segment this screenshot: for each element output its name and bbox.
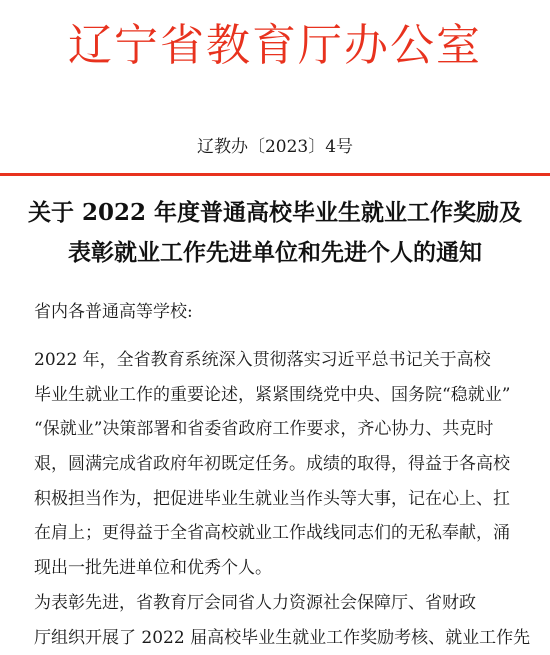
- notice-title-line-2: 表彰就业工作先进单位和先进个人的通知: [0, 233, 550, 273]
- body-line: 2022 年，全省教育系统深入贯彻落实习近平总书记关于高校: [34, 343, 546, 378]
- body-line: 毕业生就业工作的重要论述，紧紧围绕党中央、国务院“稳就业”: [34, 378, 546, 413]
- document-number: 辽教办〔2023〕4号: [0, 136, 550, 158]
- body-text: [34, 343, 546, 655]
- body-line: 现出一批先进单位和优秀个人。: [34, 551, 546, 586]
- body-line: 在肩上；更得益于全省高校就业工作战线同志们的无私奉献，涌: [34, 516, 546, 551]
- notice-title-line-1: 关于 2022 年度普通高校毕业生就业工作奖励及: [0, 193, 550, 233]
- notice-title: [0, 193, 550, 273]
- red-separator-line: [0, 173, 550, 176]
- addressee: 省内各普通高等学校:: [34, 301, 193, 323]
- body-line: 为表彰先进，省教育厅会同省人力资源社会保障厅、省财政: [34, 586, 546, 621]
- body-line: “保就业”决策部署和省委省政府工作要求，齐心协力、共克时: [34, 412, 546, 447]
- issuing-office-title: 辽宁省教育厅办公室: [0, 18, 550, 74]
- body-line: 艰，圆满完成省政府年初既定任务。成绩的取得，得益于各高校: [34, 447, 546, 482]
- body-line: 厅组织开展了 2022 届高校毕业生就业工作奖励考核、就业工作先: [34, 621, 546, 655]
- body-line: 积极担当作为，把促进毕业生就业当作头等大事，记在心上、扛: [34, 482, 546, 517]
